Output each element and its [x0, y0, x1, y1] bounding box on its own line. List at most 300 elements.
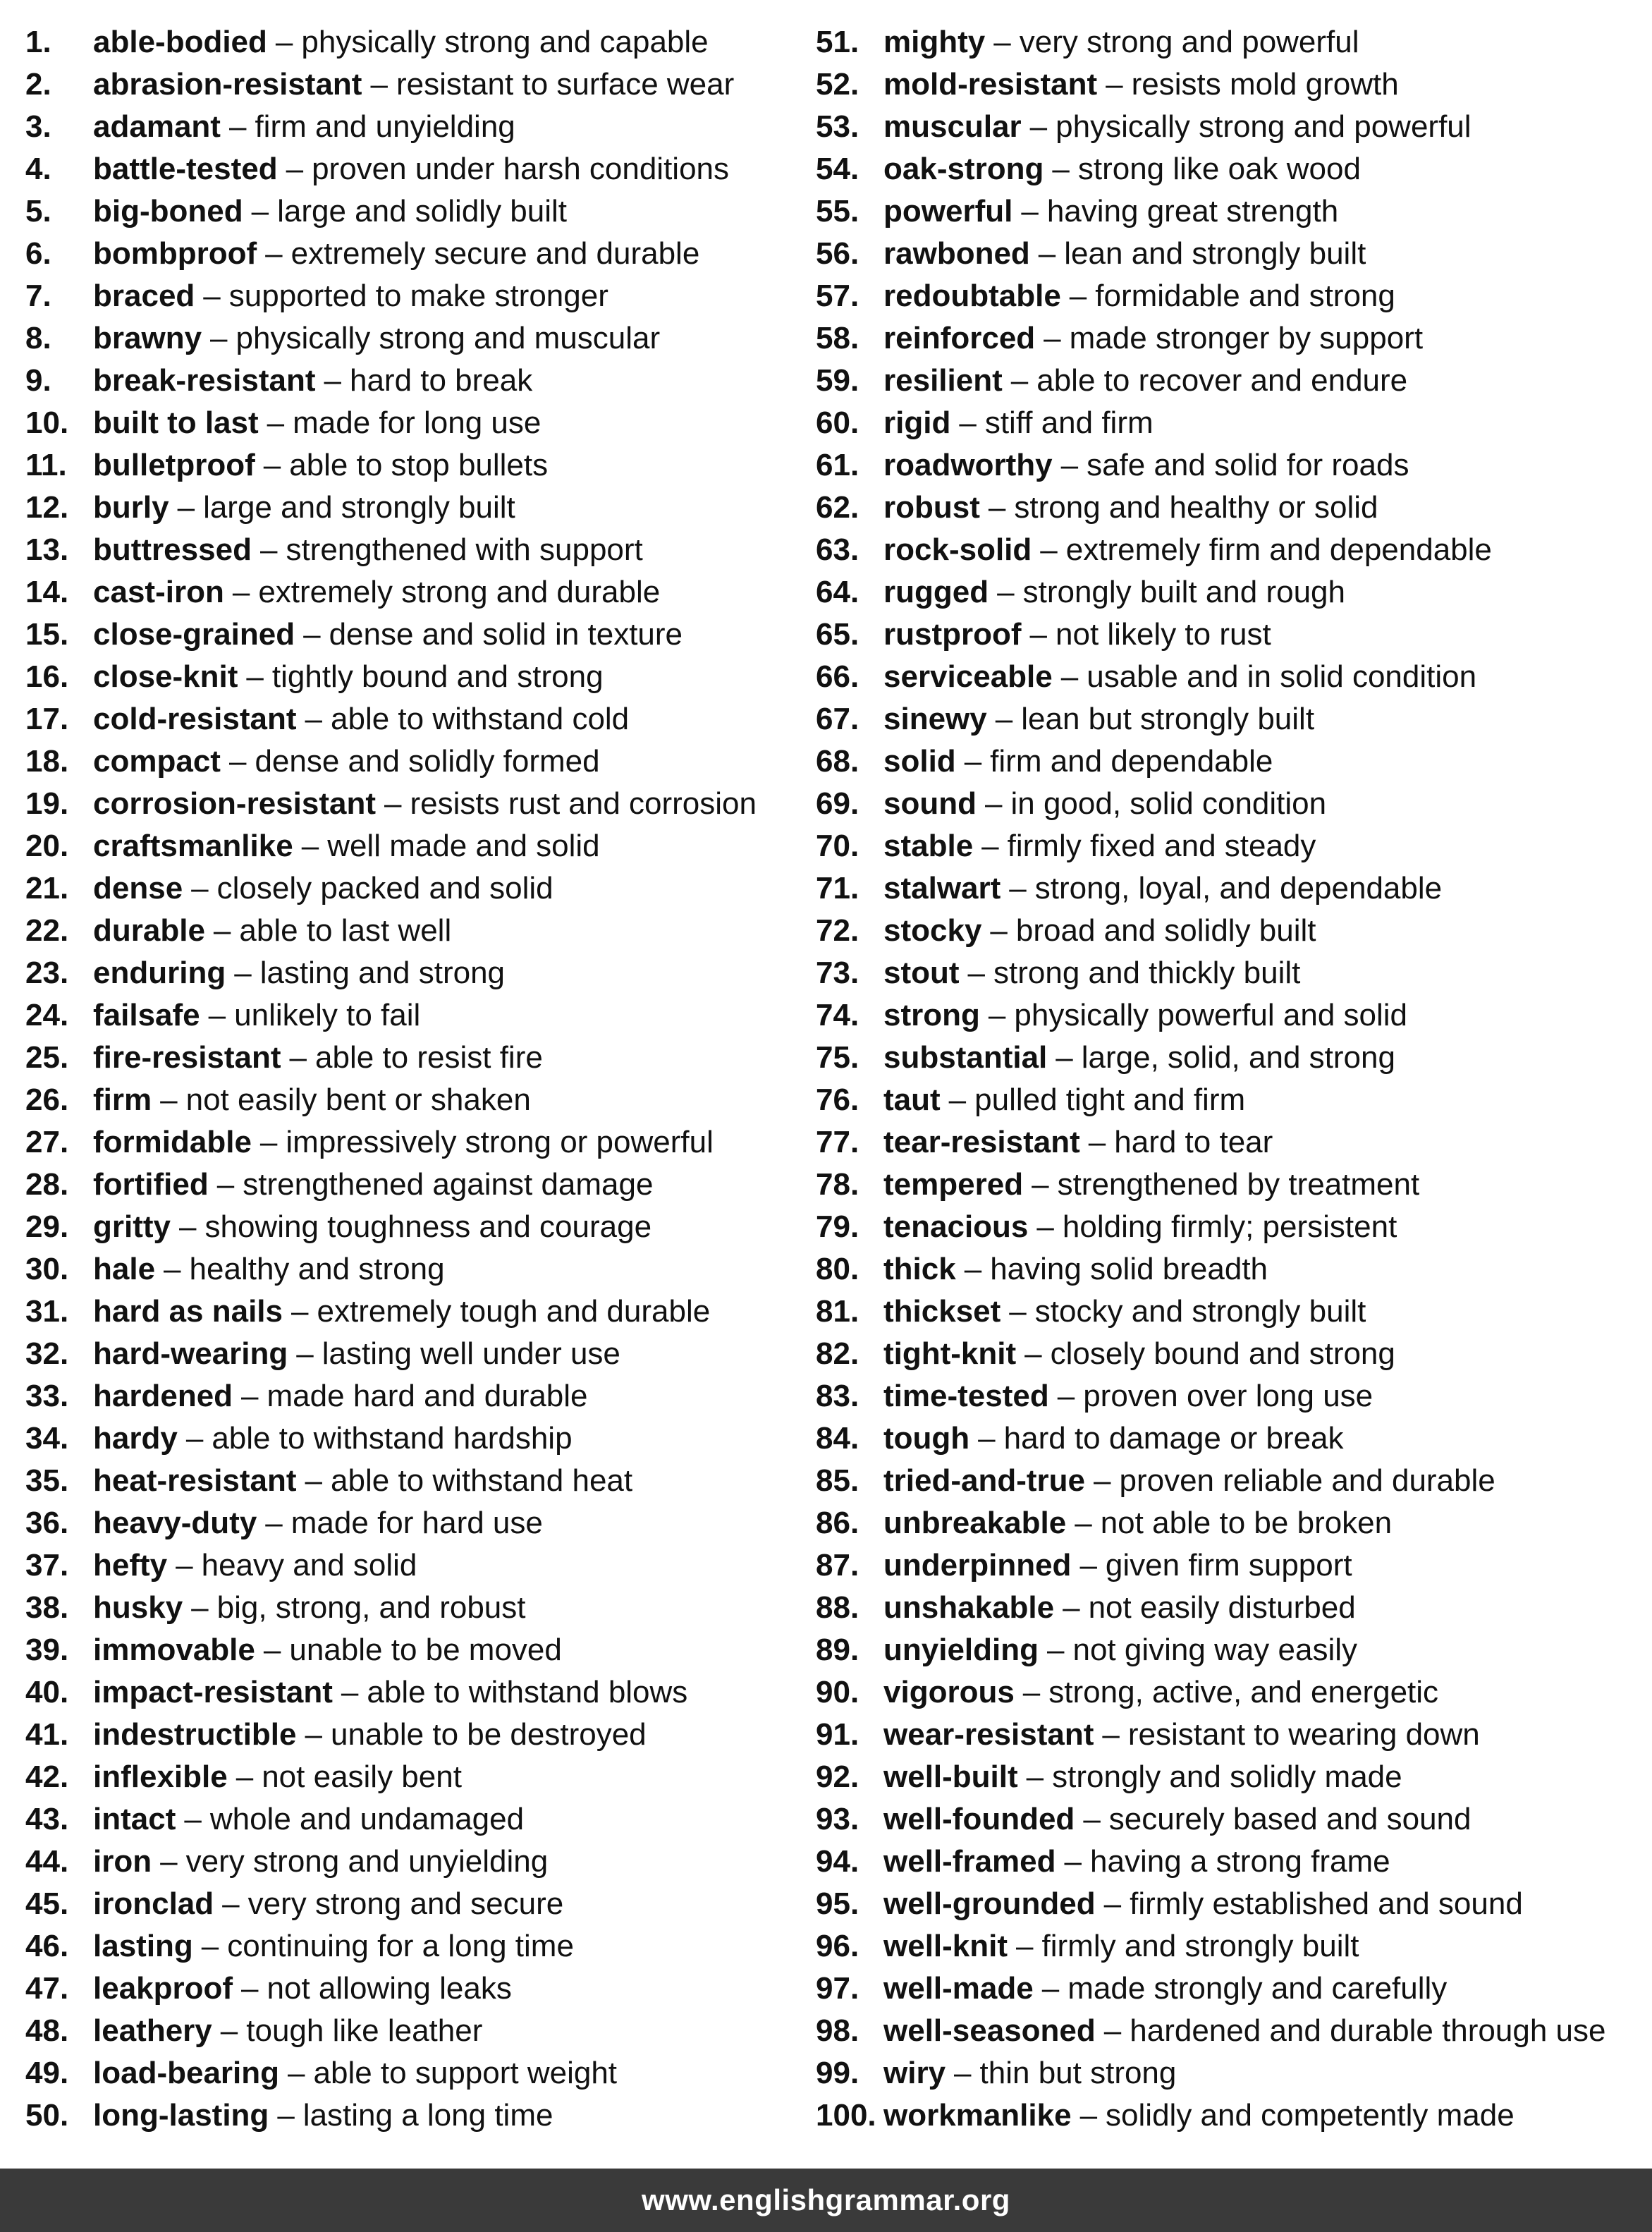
list-item [25, 2052, 808, 2094]
list-item [816, 1756, 1641, 1798]
item-number: 46. [25, 1929, 69, 1963]
item-word: close-grained [93, 617, 295, 652]
item-number: 89. [816, 1633, 859, 1667]
item-separator: – [1009, 871, 1027, 905]
item-definition: hard to damage or break [1003, 1421, 1344, 1456]
list-item [816, 1375, 1641, 1417]
item-word: stable [883, 829, 974, 863]
item-separator: – [176, 1548, 193, 1582]
item-separator: – [303, 617, 321, 652]
item-word: tough [883, 1421, 970, 1456]
item-definition: unlikely to fail [234, 998, 421, 1032]
item-word: lasting [93, 1929, 193, 1963]
list-item [816, 1460, 1641, 1502]
item-number: 95. [816, 1886, 859, 1921]
list-item [816, 2052, 1641, 2094]
item-word: dense [93, 871, 183, 905]
list-item [816, 444, 1641, 487]
item-separator: – [1079, 1548, 1097, 1582]
item-definition: having a strong frame [1090, 1844, 1390, 1879]
item-number: 94. [816, 1844, 859, 1879]
item-word: formidable [93, 1125, 252, 1159]
list-item [25, 1925, 808, 1968]
item-separator: – [228, 109, 247, 144]
item-definition: physically strong and muscular [235, 321, 661, 355]
item-definition: impressively strong or powerful [286, 1125, 714, 1159]
item-word: leathery [93, 2013, 212, 2048]
item-number: 56. [816, 236, 859, 271]
item-separator: – [967, 956, 986, 990]
list-item [25, 952, 808, 994]
item-word: unshakable [883, 1590, 1055, 1625]
item-definition: physically strong and capable [301, 25, 709, 59]
list-item [816, 698, 1641, 740]
list-item [25, 1206, 808, 1248]
item-definition: stiff and firm [984, 405, 1154, 440]
list-item [816, 1291, 1641, 1333]
item-separator: – [259, 1125, 278, 1159]
item-word: wiry [883, 2056, 946, 2090]
item-number: 1. [25, 25, 51, 59]
item-separator: – [160, 1844, 178, 1879]
list-item [816, 740, 1641, 783]
item-separator: – [263, 448, 281, 482]
item-word: roadworthy [883, 448, 1053, 482]
list-item [25, 867, 808, 910]
item-number: 84. [816, 1421, 859, 1456]
list-item [25, 360, 808, 402]
list-item [25, 783, 808, 825]
item-definition: usable and in solid condition [1087, 659, 1477, 694]
item-definition: strong, active, and energetic [1048, 1675, 1439, 1709]
item-word: taut [883, 1083, 941, 1117]
item-number: 11. [25, 448, 67, 482]
item-number: 55. [816, 194, 859, 228]
item-definition: able to stop bullets [289, 448, 549, 482]
list-item [25, 106, 808, 148]
item-separator: – [1069, 279, 1087, 313]
item-separator: – [990, 913, 1008, 948]
item-separator: – [995, 702, 1013, 736]
item-word: well-made [883, 1971, 1034, 2006]
item-definition: resists rust and corrosion [410, 786, 757, 821]
item-separator: – [341, 1675, 359, 1709]
item-definition: having solid breadth [990, 1252, 1268, 1286]
item-number: 75. [816, 1040, 859, 1075]
item-word: leakproof [93, 1971, 233, 2006]
item-word: reinforced [883, 321, 1036, 355]
item-word: mighty [883, 25, 986, 59]
item-definition: not easily bent or shaken [185, 1083, 531, 1117]
item-word: corrosion-resistant [93, 786, 376, 821]
item-separator: – [213, 913, 231, 948]
item-word: vigorous [883, 1675, 1015, 1709]
item-definition: showing toughness and courage [204, 1209, 652, 1244]
list-item [816, 1587, 1641, 1629]
item-number: 71. [816, 871, 859, 905]
item-separator: – [954, 2056, 972, 2090]
item-word: enduring [93, 956, 226, 990]
item-number: 91. [816, 1717, 859, 1752]
item-number: 67. [816, 702, 859, 736]
item-word: adamant [93, 109, 221, 144]
item-separator: – [265, 1506, 283, 1540]
item-definition: firm and unyielding [255, 109, 515, 144]
item-separator: – [191, 871, 209, 905]
item-definition: closely bound and strong [1050, 1336, 1395, 1371]
item-word: mold-resistant [883, 67, 1098, 102]
item-separator: – [234, 956, 252, 990]
item-separator: – [988, 998, 1006, 1032]
item-definition: extremely secure and durable [290, 236, 700, 271]
list-item [25, 317, 808, 360]
item-word: ironclad [93, 1886, 214, 1921]
item-definition: unable to be destroyed [330, 1717, 647, 1752]
item-definition: made strongly and carefully [1067, 1971, 1448, 2006]
item-definition: strongly built and rough [1022, 575, 1345, 609]
item-word: rugged [883, 575, 989, 609]
item-number: 5. [25, 194, 51, 228]
item-word: abrasion-resistant [93, 67, 362, 102]
list-item [816, 571, 1641, 614]
item-number: 43. [25, 1802, 69, 1836]
item-separator: – [286, 152, 304, 186]
item-number: 37. [25, 1548, 69, 1582]
item-number: 73. [816, 956, 859, 990]
item-definition: able to withstand cold [331, 702, 630, 736]
list-item [25, 1460, 808, 1502]
item-number: 12. [25, 490, 69, 525]
list-item [816, 910, 1641, 952]
item-number: 82. [816, 1336, 859, 1371]
item-definition: broad and solidly built [1015, 913, 1316, 948]
item-word: hard as nails [93, 1294, 283, 1329]
item-word: unbreakable [883, 1506, 1067, 1540]
item-separator: – [1103, 2013, 1122, 2048]
item-number: 45. [25, 1886, 69, 1921]
item-separator: – [291, 1294, 309, 1329]
item-number: 40. [25, 1675, 69, 1709]
item-word: brawny [93, 321, 202, 355]
item-definition: strengthened with support [286, 532, 643, 567]
item-number: 47. [25, 1971, 69, 2006]
item-separator: – [267, 405, 285, 440]
item-definition: firmly established and sound [1130, 1886, 1523, 1921]
item-number: 42. [25, 1760, 69, 1794]
item-number: 64. [816, 575, 859, 609]
item-definition: supported to make stronger [228, 279, 608, 313]
list-item [816, 233, 1641, 275]
item-separator: – [1036, 1209, 1054, 1244]
item-number: 68. [816, 744, 859, 779]
item-number: 85. [816, 1463, 859, 1498]
item-definition: strengthened by treatment [1057, 1167, 1420, 1202]
item-definition: extremely tough and durable [317, 1294, 711, 1329]
item-separator: – [241, 1971, 259, 2006]
item-number: 23. [25, 956, 69, 990]
item-separator: – [235, 1760, 254, 1794]
word-list-column-right [816, 21, 1641, 2137]
list-item [816, 402, 1641, 444]
item-word: heat-resistant [93, 1463, 297, 1498]
item-separator: – [277, 2098, 295, 2133]
item-separator: – [191, 1590, 209, 1625]
item-separator: – [241, 1379, 259, 1413]
item-word: strong [883, 998, 980, 1032]
list-item [25, 1291, 808, 1333]
word-list-column-left [25, 21, 808, 2137]
list-item [816, 614, 1641, 656]
item-number: 33. [25, 1379, 69, 1413]
list-item [25, 571, 808, 614]
item-word: powerful [883, 194, 1013, 228]
item-separator: – [1102, 1717, 1120, 1752]
item-number: 87. [816, 1548, 859, 1582]
item-definition: very strong and unyielding [185, 1844, 549, 1879]
item-number: 7. [25, 279, 51, 313]
list-item [25, 1841, 808, 1883]
item-separator: – [222, 1886, 240, 1921]
item-separator: – [1044, 321, 1061, 355]
item-number: 66. [816, 659, 859, 694]
item-number: 41. [25, 1717, 69, 1752]
item-number: 77. [816, 1125, 859, 1159]
item-word: compact [93, 744, 221, 779]
item-definition: not easily bent [262, 1760, 462, 1794]
list-item [25, 1121, 808, 1164]
item-definition: holding firmly; persistent [1062, 1209, 1397, 1244]
list-item [816, 148, 1641, 190]
item-definition: very strong and secure [247, 1886, 564, 1921]
item-definition: strong and thickly built [993, 956, 1301, 990]
item-word: rigid [883, 405, 951, 440]
list-item [816, 1841, 1641, 1883]
list-item [25, 1544, 808, 1587]
item-word: oak-strong [883, 152, 1044, 186]
item-definition: extremely strong and durable [258, 575, 661, 609]
item-definition: thin but strong [979, 2056, 1177, 2090]
item-word: serviceable [883, 659, 1053, 694]
item-definition: hard to break [349, 363, 533, 398]
item-word: built to last [93, 405, 259, 440]
item-number: 51. [816, 25, 859, 59]
item-definition: strong like oak wood [1077, 152, 1361, 186]
item-word: tenacious [883, 1209, 1029, 1244]
item-number: 62. [816, 490, 859, 525]
item-word: well-founded [883, 1802, 1075, 1836]
list-item [25, 529, 808, 571]
item-separator: – [201, 1929, 219, 1963]
item-definition: solidly and competently made [1106, 2098, 1515, 2133]
footer-bar [0, 2169, 1652, 2232]
item-separator: – [1088, 1125, 1106, 1159]
item-separator: – [981, 829, 999, 863]
item-number: 32. [25, 1336, 69, 1371]
item-number: 25. [25, 1040, 69, 1075]
item-definition: extremely firm and dependable [1065, 532, 1492, 567]
item-word: tight-knit [883, 1336, 1017, 1371]
item-number: 36. [25, 1506, 69, 1540]
item-separator: – [1040, 532, 1058, 567]
item-definition: strongly and solidly made [1052, 1760, 1402, 1794]
item-separator: – [988, 490, 1006, 525]
item-definition: dense and solidly formed [255, 744, 600, 779]
item-number: 44. [25, 1844, 69, 1879]
item-separator: – [964, 1252, 982, 1286]
item-definition: firm and dependable [990, 744, 1273, 779]
item-word: robust [883, 490, 980, 525]
list-item [25, 740, 808, 783]
item-definition: able to last well [239, 913, 452, 948]
item-separator: – [1022, 1675, 1041, 1709]
item-separator: – [978, 1421, 996, 1456]
item-separator: – [275, 25, 293, 59]
list-item [25, 402, 808, 444]
item-word: solid [883, 744, 956, 779]
item-definition: able to withstand blows [367, 1675, 688, 1709]
item-separator: – [232, 575, 250, 609]
item-definition: formidable and strong [1095, 279, 1395, 313]
item-number: 29. [25, 1209, 69, 1244]
item-number: 93. [816, 1802, 859, 1836]
item-word: big-boned [93, 194, 243, 228]
item-separator: – [1060, 448, 1079, 482]
item-number: 58. [816, 321, 859, 355]
item-definition: made stronger by support [1069, 321, 1424, 355]
item-separator: – [263, 1633, 281, 1667]
item-definition: strong, loyal, and dependable [1034, 871, 1443, 905]
list-item [816, 1714, 1641, 1756]
item-separator: – [324, 363, 341, 398]
item-number: 9. [25, 363, 51, 398]
list-item [816, 106, 1641, 148]
item-number: 14. [25, 575, 69, 609]
item-word: tried-and-true [883, 1463, 1085, 1498]
item-separator: – [1021, 194, 1039, 228]
item-definition: hard to tear [1114, 1125, 1273, 1159]
item-word: firm [93, 1083, 152, 1117]
item-word: resilient [883, 363, 1003, 398]
footer-url[interactable]: www.englishgrammar.org [642, 2183, 1010, 2216]
item-number: 48. [25, 2013, 69, 2048]
item-separator: – [1047, 1633, 1065, 1667]
item-definition: lean but strongly built [1021, 702, 1315, 736]
item-word: hardened [93, 1379, 233, 1413]
list-item [816, 656, 1641, 698]
list-item [816, 63, 1641, 106]
item-separator: – [208, 998, 226, 1032]
item-word: heavy-duty [93, 1506, 257, 1540]
list-item [25, 21, 808, 63]
list-item [25, 63, 808, 106]
item-word: stalwart [883, 871, 1001, 905]
item-number: 54. [816, 152, 859, 186]
item-word: tear-resistant [883, 1125, 1080, 1159]
item-separator: – [185, 1421, 204, 1456]
list-item [25, 1587, 808, 1629]
item-word: inflexible [93, 1760, 228, 1794]
item-separator: – [1016, 1929, 1034, 1963]
list-item [25, 1164, 808, 1206]
item-separator: – [1024, 1336, 1042, 1371]
item-number: 81. [816, 1294, 859, 1329]
item-separator: – [289, 1040, 307, 1075]
item-definition: able to resist fire [315, 1040, 543, 1075]
item-separator: – [1052, 152, 1070, 186]
item-word: thick [883, 1252, 956, 1286]
item-number: 35. [25, 1463, 69, 1498]
list-item [25, 825, 808, 867]
item-separator: – [1029, 109, 1048, 144]
item-definition: proven over long use [1083, 1379, 1373, 1413]
item-number: 60. [816, 405, 859, 440]
item-definition: lean and strongly built [1064, 236, 1366, 271]
item-definition: not giving way easily [1072, 1633, 1358, 1667]
item-definition: healthy and strong [189, 1252, 445, 1286]
list-item [816, 952, 1641, 994]
item-definition: firmly fixed and steady [1007, 829, 1316, 863]
item-number: 15. [25, 617, 69, 652]
item-separator: – [1026, 1760, 1044, 1794]
item-number: 28. [25, 1167, 69, 1202]
item-definition: able to support weight [313, 2056, 618, 2090]
list-item [816, 190, 1641, 233]
item-number: 20. [25, 829, 69, 863]
item-number: 2. [25, 67, 51, 102]
item-definition: able to withstand hardship [212, 1421, 573, 1456]
item-definition: well made and solid [327, 829, 600, 863]
item-word: burly [93, 490, 169, 525]
item-definition: firmly and strongly built [1041, 1929, 1359, 1963]
item-separator: – [164, 1252, 181, 1286]
item-word: husky [93, 1590, 183, 1625]
item-number: 52. [816, 67, 859, 102]
item-number: 22. [25, 913, 69, 948]
item-number: 65. [816, 617, 859, 652]
item-word: hale [93, 1252, 156, 1286]
item-definition: not likely to rust [1056, 617, 1271, 652]
list-item [816, 21, 1641, 63]
item-separator: – [959, 405, 977, 440]
item-definition: big, strong, and robust [216, 1590, 526, 1625]
item-separator: – [220, 2013, 238, 2048]
list-item [816, 2094, 1641, 2137]
item-definition: lasting a long time [302, 2098, 553, 2133]
item-number: 10. [25, 405, 69, 440]
list-item [25, 233, 808, 275]
item-definition: resistant to wearing down [1127, 1717, 1480, 1752]
item-number: 98. [816, 2013, 859, 2048]
item-separator: – [305, 702, 322, 736]
item-separator: – [228, 744, 247, 779]
item-definition: unable to be moved [289, 1633, 562, 1667]
list-item [816, 1502, 1641, 1544]
item-definition: given firm support [1105, 1548, 1352, 1582]
list-item [816, 1121, 1641, 1164]
list-item [25, 1248, 808, 1291]
item-number: 70. [816, 829, 859, 863]
item-word: sinewy [883, 702, 987, 736]
list-item [816, 1333, 1641, 1375]
item-separator: – [184, 1802, 202, 1836]
item-separator: – [305, 1463, 323, 1498]
item-word: braced [93, 279, 195, 313]
list-item [816, 1206, 1641, 1248]
item-word: cold-resistant [93, 702, 297, 736]
item-word: workmanlike [883, 2098, 1072, 2133]
item-number: 63. [816, 532, 859, 567]
list-item [25, 1883, 808, 1925]
